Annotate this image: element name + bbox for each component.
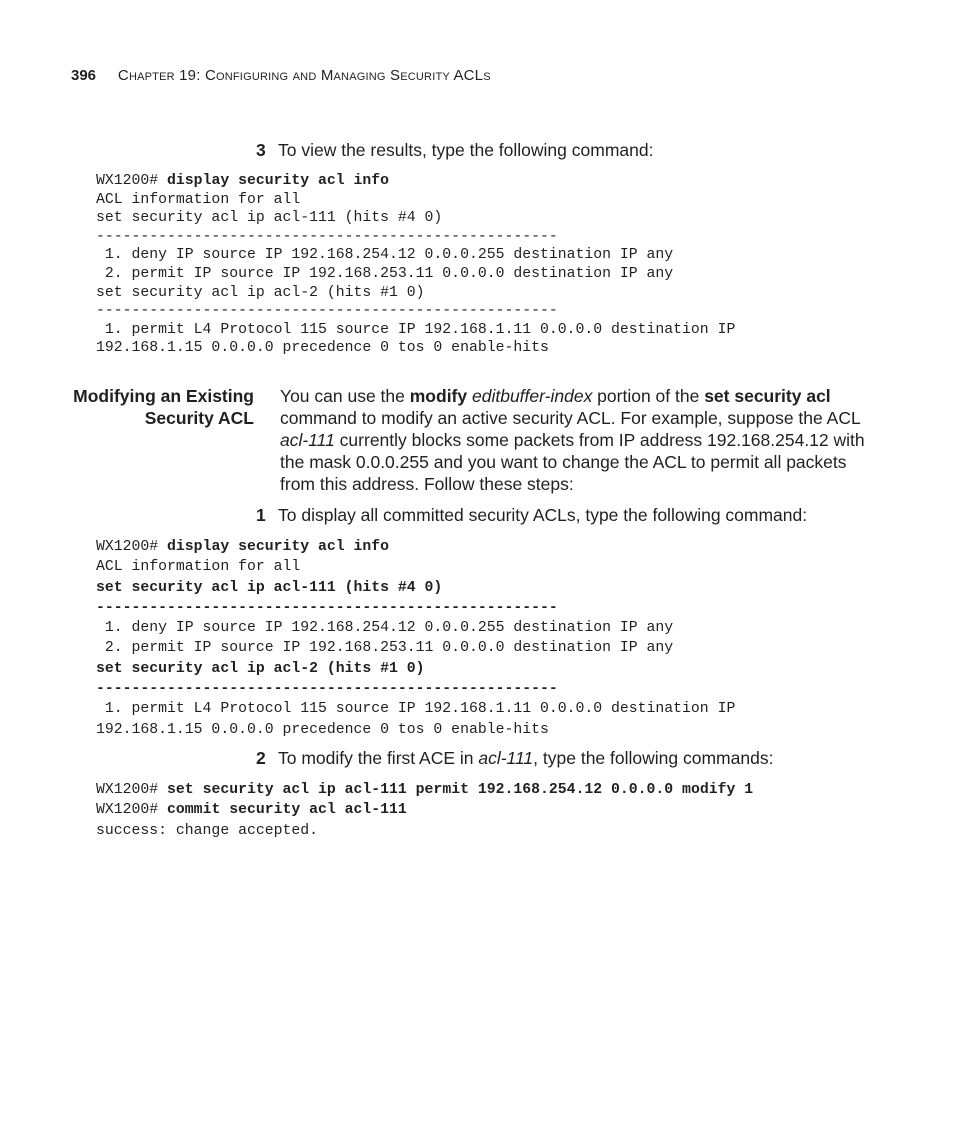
code-line: ACL information for all (96, 191, 301, 208)
param-editbuffer-index: editbuffer-index (472, 386, 593, 406)
code-line: 192.168.1.15 0.0.0.0 precedence 0 tos 0 enable-hits (96, 340, 549, 357)
code-line-command (96, 537, 735, 557)
code-line: 1. deny IP source IP 192.168.254.12 0.0.0.255 destination IP any (96, 247, 674, 264)
keyword-modify: modify (409, 386, 468, 406)
cli-prompt: WX1200# (96, 802, 168, 819)
acl-name: acl-111 (280, 430, 335, 450)
section-heading-line: Security ACL (144, 408, 254, 428)
code-line: ---------------------------------------------------- (96, 599, 558, 616)
running-header (71, 67, 491, 84)
cli-prompt: WX1200# (96, 539, 168, 555)
cli-command: set security acl ip acl-111 permit 192.168.254.12 0.0.0.0 modify 1 (167, 782, 754, 798)
section-paragraph: You can use the modify editbuffer-index portion of the set security acl command to modify an active security ACL. For example, suppose the ACL acl-111 currently blocks some packets from IP address 192.168.254.12 with the mask 0.0.0.255 and you want to change the ACL to permit all packets from this address. Follow these steps: (280, 386, 865, 494)
code-line: 2. permit IP source IP 192.168.253.11 0.0.0.0 destination IP any (96, 265, 674, 282)
step-text: To display all committed security ACLs, type the following command: (278, 505, 808, 525)
step-number: 1 (256, 505, 266, 525)
code-line: set security acl ip acl-111 (hits #4 0) (96, 579, 443, 596)
code-line: ---------------------------------------------------- (96, 228, 558, 245)
code-block-display (96, 537, 735, 740)
code-line-command (96, 172, 735, 191)
code-line: 192.168.1.15 0.0.0.0 precedence 0 tos 0 enable-hits (96, 721, 549, 738)
code-line: ---------------------------------------------------- (96, 681, 558, 698)
code-line: set security acl ip acl-2 (hits #1 0) (96, 660, 425, 677)
step-text: , type the following commands: (533, 748, 774, 768)
code-line: 2. permit IP source IP 192.168.253.11 0.0.0.0 destination IP any (96, 640, 674, 657)
code-block-modify (96, 780, 753, 841)
code-line: ACL information for all (96, 559, 301, 576)
cli-prompt: WX1200# (96, 782, 168, 798)
code-line: 1. permit L4 Protocol 115 source IP 192.168.1.11 0.0.0.0 destination IP (96, 701, 736, 718)
cli-command: commit security acl acl-111 (167, 802, 407, 819)
chapter-title: Chapter 19: Configuring and Managing Security ACLs (117, 67, 491, 84)
step-number: 2 (256, 748, 266, 768)
cli-prompt: WX1200# (96, 173, 168, 189)
step-text: To modify the first ACE in (278, 748, 479, 768)
step-text: To view the results, type the following command: (278, 140, 654, 160)
step-view-results (256, 139, 653, 161)
code-line: set security acl ip acl-2 (hits #1 0) (96, 284, 425, 301)
section-heading-line: Modifying an Existing (73, 386, 254, 406)
code-line: set security acl ip acl-111 (hits #4 0) (96, 210, 443, 227)
code-block-view (96, 172, 735, 358)
code-line-command (96, 780, 753, 800)
step-display-acls (256, 504, 807, 526)
cli-command: display security acl info (167, 173, 390, 189)
step-number: 3 (256, 140, 266, 160)
code-line: ---------------------------------------------------- (96, 303, 558, 320)
code-line: 1. deny IP source IP 192.168.254.12 0.0.0.255 destination IP any (96, 620, 674, 637)
keyword-set-security-acl: set security acl (704, 386, 831, 406)
code-line-result: success: change accepted. (96, 822, 318, 839)
cli-command: display security acl info (167, 539, 390, 555)
code-line-command (96, 800, 753, 820)
acl-name: acl-111 (478, 748, 534, 768)
code-line: 1. permit L4 Protocol 115 source IP 192.168.1.11 0.0.0.0 destination IP (96, 321, 736, 338)
section-heading (73, 385, 254, 429)
step-modify-ace (256, 747, 773, 769)
page-number: 396 (71, 67, 97, 84)
